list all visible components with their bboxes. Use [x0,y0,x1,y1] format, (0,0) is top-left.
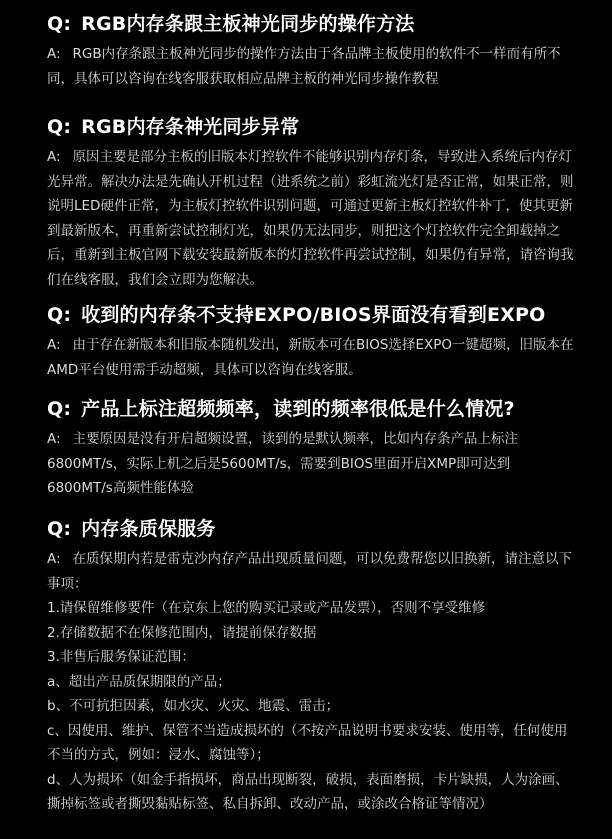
faq-question [47,12,574,36]
answer-paragraph: 2.存储数据不在保修范围内，请提前保存数据 [47,624,317,641]
faq-item-3 [47,303,574,382]
question-prefix: Q: [47,13,72,35]
answer-paragraph [47,427,574,501]
answer-prefix: A: [47,149,61,165]
answer-text: 原因主要是部分主板的旧版本灯控软件不能够识别内存灯条，导致进入系统后内存灯光异常。解决办法是先确认开机过程（进系统之前）彩虹流光灯是否正常，如果正常，则说明LED硬件正常，为主板灯控软件识别问题，可通过更新主板灯控软件补丁，使其更新到最新版本，再重新尝试控制灯光，如果仍无法同步，则把这个灯控软件完全卸载掉之后，重新到主板官网下载安装最新版本的灯控软件再尝试控制，如果仍有异常，请咨询我们在线客服，我们会立即为您解决。 [47,149,574,288]
answer-paragraph [47,547,574,596]
faq-item-5 [47,517,574,817]
faq-question [47,517,574,541]
answer-paragraph: d、人为损坏（如金手指损坏，商品出现断裂，破损，表面磨损，卡片缺损，人为涂画、撕掉标签或者撕毁黏贴标签、私自拆卸、改动产品，或涂改合格证等情况） [47,771,569,812]
answer-prefix: A: [47,551,61,567]
question-prefix: Q: [47,398,72,420]
question-text: 内存条质保服务 [81,518,216,540]
faq-answer [47,145,574,292]
answer-paragraph [47,333,574,382]
answer-paragraph: c、因使用、维护、保管不当造成损坏的（不按产品说明书要求安装、使用等，任何使用不当的方式，例如：浸水、腐蚀等）； [47,722,568,763]
faq-answer [47,333,574,382]
faq-answer [47,42,574,91]
answer-text: 由于存在新版本和旧版本随机发出，新版本可在BIOS选择EXPO一键超频，旧版本在AMD平台使用需手动超频，具体可以咨询在线客服。 [47,337,574,378]
question-text: RGB内存条跟主板神光同步的操作方法 [81,13,415,35]
faq-answer [47,427,574,501]
answer-paragraph: b、不可抗拒因素，如水灾、火灾、地震、雷击； [47,698,340,714]
answer-paragraph: 3.非售后服务保证范围： [47,649,195,665]
question-text: RGB内存条神光同步异常 [81,116,300,138]
answer-paragraph: 1.请保留维修要件（在京东上您的购买记录或产品发票），否则不享受维修 [47,600,486,616]
question-prefix: Q: [47,304,72,326]
faq-question [47,303,574,327]
faq-answer [47,547,574,817]
answer-paragraph [47,145,574,292]
answer-prefix: A: [47,46,61,62]
question-text: 收到的内存条不支持EXPO/BIOS界面没有看到EXPO [81,304,546,326]
question-prefix: Q: [47,116,72,138]
faq-question [47,115,574,139]
question-text: 产品上标注超频频率，读到的频率很低是什么情况? [81,398,515,420]
faq-item-1 [47,12,574,91]
faq-item-4 [47,397,574,501]
answer-text: 主要原因是没有开启超频设置，读到的是默认频率，比如内存条产品上标注6800MT/s，实际上机之后是5600MT/s，需要到BIOS里面开启XMP即可达到6800MT/s高频性能体验 [47,431,519,496]
answer-text: 在质保期内若是雷克沙内存产品出现质量问题，可以免费帮您以旧换新，请注意以下事项： [47,551,573,592]
answer-prefix: A: [47,337,61,353]
faq-question [47,397,574,421]
answer-prefix: A: [47,431,61,447]
answer-paragraph: a、超出产品质保期限的产品； [47,673,231,690]
question-prefix: Q: [47,518,72,540]
faq-item-2 [47,115,574,292]
answer-paragraph [47,42,574,91]
answer-text: RGB内存条跟主板神光同步的操作方法由于各品牌主板使用的软件不一样而有所不同，具体可以咨询在线客服获取相应品牌主板的神光同步操作教程 [47,46,561,87]
